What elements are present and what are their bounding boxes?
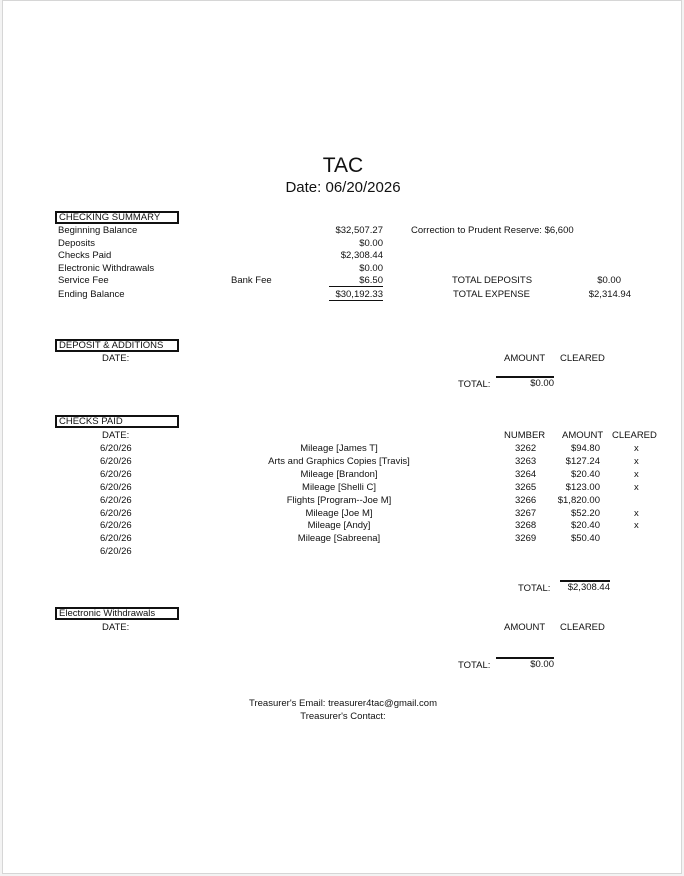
check-amount: $20.40 (570, 469, 600, 480)
check-date: 6/20/26 (100, 482, 132, 493)
electronic-withdrawals-heading: Electronic Withdrawals (55, 607, 179, 620)
summary-label: Checks Paid (58, 250, 112, 261)
check-date: 6/20/26 (100, 508, 132, 519)
summary-value: $2,308.44 (340, 250, 383, 261)
check-date: 6/20/26 (100, 546, 132, 557)
check-cleared: x (634, 456, 639, 467)
check-cleared: x (634, 482, 639, 493)
summary-value: $0.00 (359, 238, 383, 249)
check-amount: $52.20 (570, 508, 600, 519)
document-date: Date: 06/20/2026 (285, 179, 401, 196)
checks-total-label: TOTAL: (518, 583, 551, 594)
check-amount: $127.24 (565, 456, 600, 467)
summary-label: Electronic Withdrawals (58, 263, 155, 274)
check-date: 6/20/26 (100, 533, 132, 544)
document-title: TAC (322, 154, 364, 177)
check-description: Mileage [Andy] (307, 520, 371, 531)
check-description: Flights [Program--Joe M] (286, 495, 392, 506)
service-fee-note: Bank Fee (231, 275, 272, 286)
check-number: 3264 (515, 469, 537, 480)
checks-cleared-header: CLEARED (612, 430, 657, 441)
total-expense-label: TOTAL EXPENSE (453, 289, 530, 300)
checks-paid-heading: CHECKS PAID (55, 415, 179, 428)
summary-label: Service Fee (58, 275, 109, 286)
total-deposits-value: $0.00 (597, 275, 621, 286)
summary-value: $32,507.27 (335, 225, 383, 236)
deposits-total-value: $0.00 (496, 376, 554, 389)
checking-summary-heading: CHECKING SUMMARY (55, 211, 179, 224)
electronic-total-value: $0.00 (496, 657, 554, 670)
check-description: Arts and Graphics Copies [Travis] (268, 456, 410, 467)
check-cleared: x (634, 443, 639, 454)
electronic-total-label: TOTAL: (458, 660, 491, 671)
checks-number-header: NUMBER (504, 430, 546, 441)
check-date: 6/20/26 (100, 443, 132, 454)
check-number: 3267 (515, 508, 537, 519)
check-number: 3262 (515, 443, 537, 454)
check-number: 3269 (515, 533, 537, 544)
summary-label: Ending Balance (58, 289, 125, 300)
deposits-total-label: TOTAL: (458, 379, 491, 390)
check-description: Mileage [Sabreena] (297, 533, 381, 544)
summary-label: Beginning Balance (58, 225, 138, 236)
check-description: Mileage [Joe M] (305, 508, 373, 519)
summary-label: Deposits (58, 238, 95, 249)
check-amount: $123.00 (565, 482, 600, 493)
summary-value: $6.50 (329, 275, 383, 287)
deposits-cleared-header: CLEARED (560, 353, 605, 364)
check-cleared: x (634, 469, 639, 480)
summary-value: $0.00 (359, 263, 383, 274)
treasurer-email: Treasurer's Email: treasurer4tac@gmail.com (249, 698, 437, 709)
deposits-date-header: DATE: (102, 353, 130, 364)
check-description: Mileage [James T] (300, 443, 378, 454)
electronic-date-header: DATE: (102, 622, 130, 633)
check-number: 3268 (515, 520, 537, 531)
electronic-amount-header: AMOUNT (504, 622, 546, 633)
checks-total-value: $2,308.44 (560, 580, 610, 593)
deposits-heading: DEPOSIT & ADDITIONS (55, 339, 179, 352)
check-amount: $1,820.00 (557, 495, 600, 506)
checks-amount-header: AMOUNT (562, 430, 604, 441)
treasurer-contact: Treasurer's Contact: (300, 711, 386, 722)
total-deposits-label: TOTAL DEPOSITS (452, 275, 533, 286)
check-cleared: x (634, 520, 639, 531)
check-date: 6/20/26 (100, 469, 132, 480)
checks-date-header: DATE: (102, 430, 130, 441)
electronic-cleared-header: CLEARED (560, 622, 605, 633)
check-description: Mileage [Brandon] (300, 469, 378, 480)
correction-note: Correction to Prudent Reserve: $6,600 (411, 225, 574, 236)
check-cleared: x (634, 508, 639, 519)
total-expense-value: $2,314.94 (588, 289, 631, 300)
check-amount: $50.40 (570, 533, 600, 544)
deposits-amount-header: AMOUNT (504, 353, 546, 364)
summary-value-ending-balance: $30,192.33 (329, 289, 383, 301)
check-date: 6/20/26 (100, 520, 132, 531)
check-number: 3266 (515, 495, 537, 506)
check-description: Mileage [Shelli C] (302, 482, 376, 493)
check-amount: $20.40 (570, 520, 600, 531)
check-date: 6/20/26 (100, 456, 132, 467)
check-amount: $94.80 (570, 443, 600, 454)
check-number: 3265 (515, 482, 537, 493)
check-number: 3263 (515, 456, 537, 467)
document-page (2, 0, 682, 874)
check-date: 6/20/26 (100, 495, 132, 506)
